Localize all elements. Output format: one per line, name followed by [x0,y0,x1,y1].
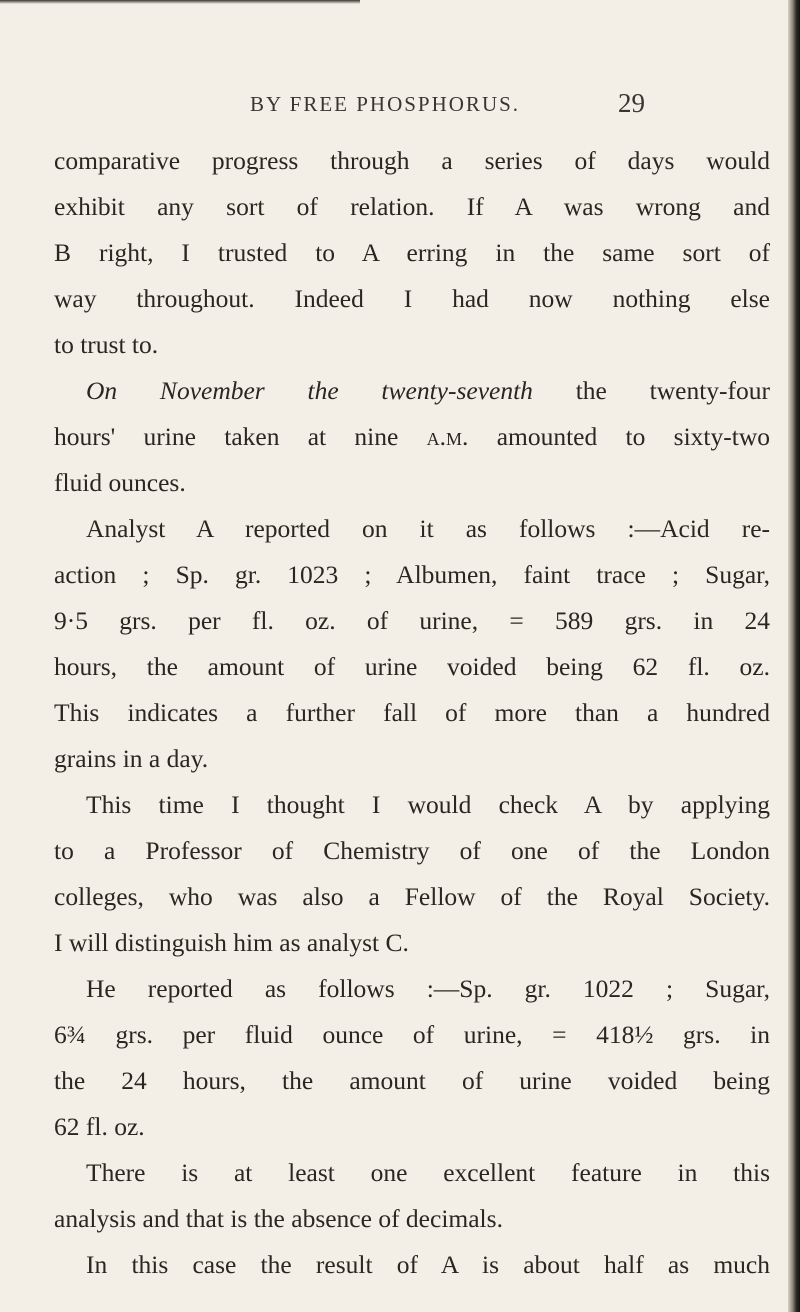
page-edge-shadow [788,0,800,1312]
text-line: hours, the amount of urine voided being 62 fl. oz. [54,652,770,681]
paragraph-7 [54,1242,770,1288]
text-line: fluid ounces. [54,468,186,497]
text-line: way throughout. Indeed I had now nothing else [54,284,770,313]
text-line: to trust to. [54,330,159,359]
paragraph-5 [54,966,770,1150]
text-line [54,368,770,414]
text-line: There is at least one excellent feature in this [86,1158,770,1187]
text-line: This time I thought I would check A by applying [86,790,770,819]
page-header [0,88,788,124]
text-line: Analyst A reported on it as follows :—Acid re- [86,514,770,543]
text-line: exhibit any sort of relation. If A was wrong and [54,192,770,221]
text-span: hours' urine taken at nine [54,422,427,451]
paragraph-6 [54,1150,770,1242]
text-line: This indicates a further fall of more than a hundred [54,698,770,727]
paragraph-2 [54,368,770,506]
text-line: analysis and that is the absence of decimals. [54,1204,503,1233]
text-span: the twenty-four [532,376,770,405]
page-top-shadow [0,0,360,4]
text-line: He reported as follows :—Sp. gr. 1022 ; Sugar, [86,974,770,1003]
text-line: the 24 hours, the amount of urine voided being [54,1066,770,1095]
paragraph-3 [54,506,770,782]
text-line: B right, I trusted to A erring in the same sort of [54,238,770,267]
text-span: amounted to sixty-two [468,422,770,451]
date-phrase: On November the twenty-seventh [86,376,533,405]
paragraph-1 [54,138,770,368]
text-line: comparative progress through a series of days would [54,146,770,175]
text-line: to a Professor of Chemistry of one of the London [54,836,770,865]
text-line: 6¾ grs. per fluid ounce of urine, = 418½ grs. in [54,1020,770,1049]
text-line: 62 fl. oz. [54,1112,145,1141]
paragraph-4 [54,782,770,966]
body-text [54,138,770,1288]
time-abbrev: a.m. [426,422,469,451]
text-line: I will distinguish him as analyst C. [54,928,409,957]
text-line [54,414,770,460]
text-line: action ; Sp. gr. 1023 ; Albumen, faint trace ; Sugar, [54,560,770,589]
text-line: In this case the result of A is about half as much [86,1250,770,1279]
page-number: 29 [618,88,645,118]
text-line: colleges, who was also a Fellow of the Royal Society. [54,882,770,911]
text-line: 9·5 grs. per fl. oz. of urine, = 589 grs. in 24 [54,606,770,635]
text-line: grains in a day. [54,744,209,773]
running-head: BY FREE PHOSPHORUS. [250,92,521,116]
